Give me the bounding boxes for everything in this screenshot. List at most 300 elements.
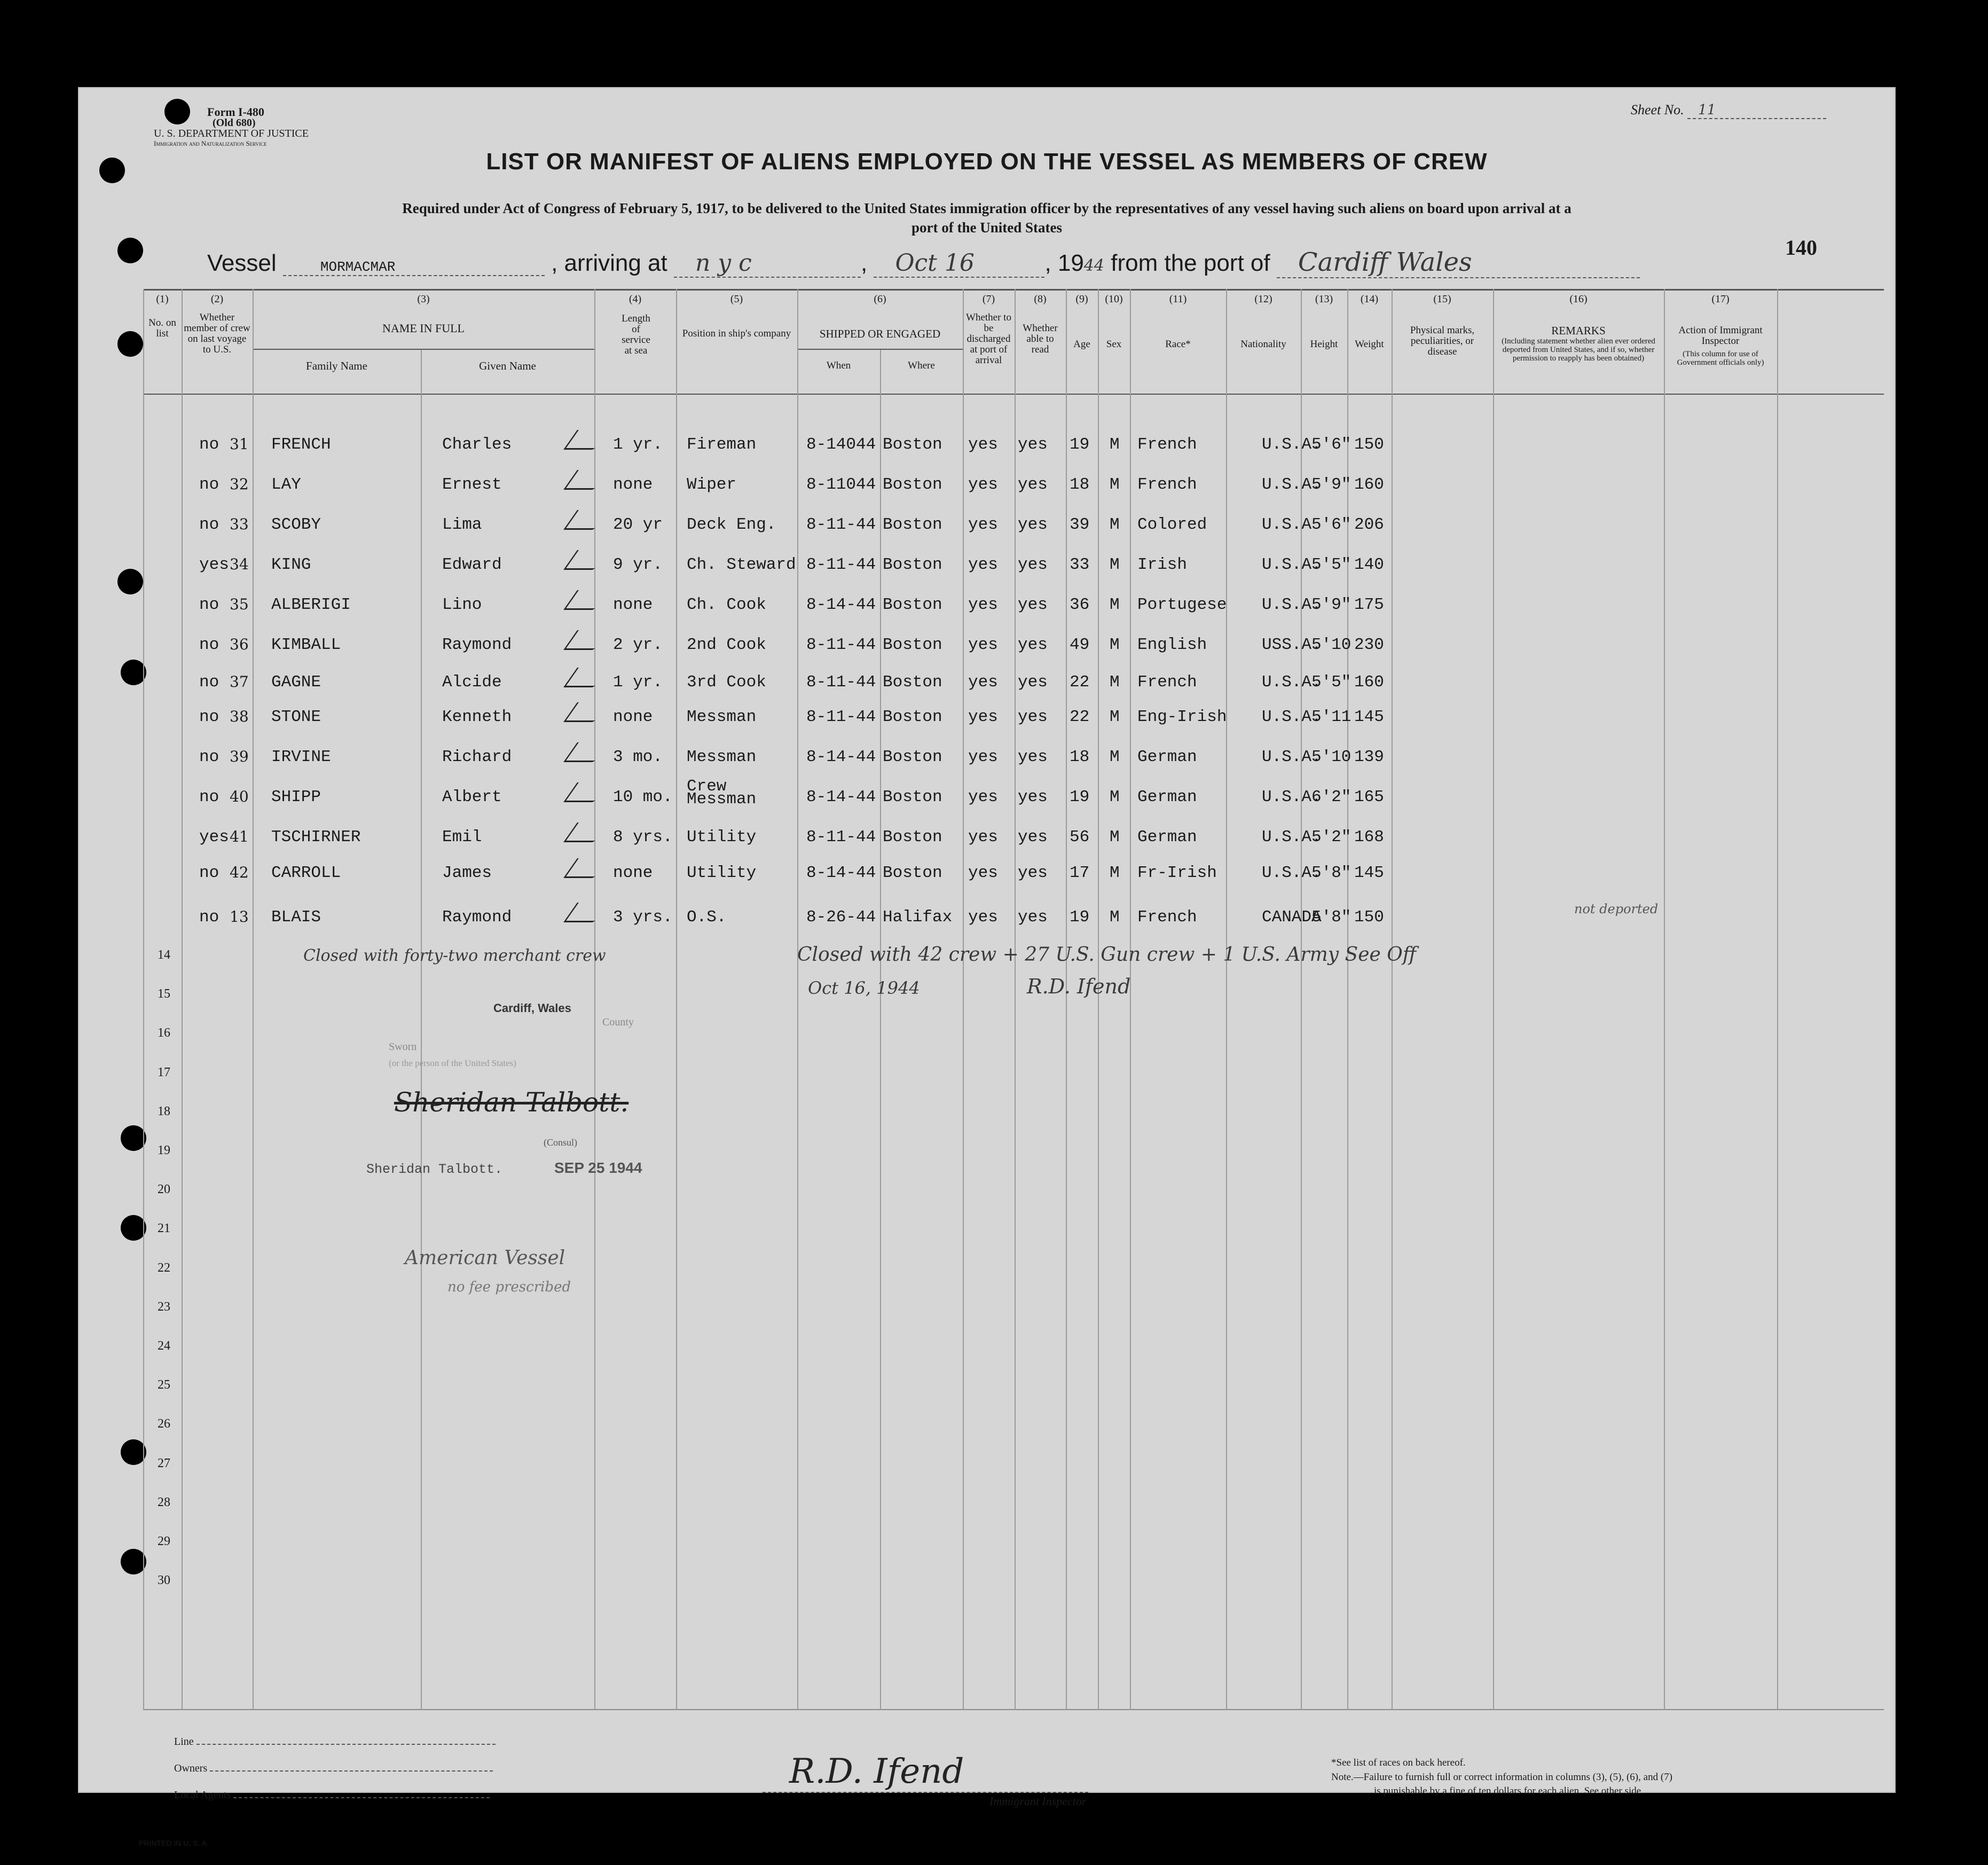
arriving-port: n y c bbox=[674, 249, 861, 278]
height-cell: 5'9" bbox=[1311, 475, 1351, 494]
col-num-15: (15) bbox=[1433, 293, 1451, 305]
form-old-number: (Old 680) bbox=[213, 117, 256, 129]
weight-cell: 160 bbox=[1354, 673, 1384, 692]
line-number: 19 bbox=[158, 1143, 170, 1157]
service-cell: none bbox=[613, 595, 653, 614]
line-number: 20 bbox=[158, 1182, 170, 1197]
read-cell: yes bbox=[1018, 475, 1048, 494]
line-field bbox=[197, 1744, 496, 1745]
sheet-label bbox=[1631, 102, 1826, 119]
vessel-label: Vessel bbox=[207, 250, 277, 276]
position-cell: Crew Messman bbox=[687, 777, 757, 809]
sex-cell: M bbox=[1110, 748, 1120, 766]
nationality-cell: U.S.A. bbox=[1262, 435, 1322, 454]
row-number: 41 bbox=[230, 828, 249, 845]
race-cell: French bbox=[1137, 435, 1197, 454]
owners-field bbox=[210, 1770, 493, 1772]
shipped-when-cell: 8-14-44 bbox=[806, 788, 876, 806]
american-vessel-note: American Vessel bbox=[405, 1247, 565, 1269]
grid-line bbox=[1015, 289, 1016, 1710]
discharge-cell: yes bbox=[968, 595, 998, 614]
races-note: *See list of races on back hereof. bbox=[1331, 1757, 1466, 1768]
race-cell: Fr-Irish bbox=[1137, 864, 1217, 882]
discharge-cell: yes bbox=[968, 555, 998, 574]
family-name-cell: GAGNE bbox=[271, 673, 321, 692]
consul-date-stamp: SEP 25 1944 bbox=[554, 1159, 642, 1176]
row-number: 33 bbox=[230, 515, 249, 533]
read-cell: yes bbox=[1018, 595, 1048, 614]
row-number: 40 bbox=[230, 788, 249, 805]
col-head-last-voyage: Whether member of crew on last voyage to U.S. bbox=[184, 312, 250, 355]
height-cell: 5'8" bbox=[1311, 864, 1351, 882]
col-head-age: Age bbox=[1073, 339, 1090, 350]
weight-cell: 175 bbox=[1354, 595, 1384, 614]
given-name-cell: Ernest bbox=[442, 475, 502, 494]
height-cell: 5'10 bbox=[1311, 748, 1351, 766]
sex-cell: M bbox=[1110, 555, 1120, 574]
line-number: 26 bbox=[158, 1417, 170, 1431]
from-label: from the port of bbox=[1111, 250, 1270, 276]
race-cell: German bbox=[1137, 748, 1197, 766]
col-head-position: Position in ship's company bbox=[682, 328, 791, 339]
department: U. S. DEPARTMENT OF JUSTICE bbox=[154, 128, 309, 139]
grid-line bbox=[1392, 289, 1393, 1710]
discharge-cell: yes bbox=[968, 788, 998, 806]
col-num-12: (12) bbox=[1254, 293, 1272, 305]
age-cell: 49 bbox=[1070, 636, 1090, 654]
check-mark-icon bbox=[563, 430, 608, 450]
manifest-sheet bbox=[79, 88, 1895, 1847]
shipped-where-cell: Boston bbox=[883, 595, 942, 614]
check-mark-icon bbox=[563, 510, 608, 530]
given-name-cell: James bbox=[442, 864, 492, 882]
arrival-year: 44 bbox=[1083, 256, 1105, 275]
position-cell: Messman bbox=[687, 708, 757, 726]
height-cell: 5'5" bbox=[1311, 555, 1351, 574]
given-name-cell: Albert bbox=[442, 788, 502, 806]
service-cell: 3 mo. bbox=[613, 748, 663, 766]
race-cell: Eng-Irish bbox=[1137, 708, 1227, 726]
given-name-cell: Emil bbox=[442, 828, 482, 847]
last-voyage-cell: no bbox=[199, 748, 219, 766]
col-head-remarks: REMARKS bbox=[1551, 324, 1606, 337]
col-head-shipped: SHIPPED OR ENGAGED bbox=[819, 327, 941, 340]
sex-cell: M bbox=[1110, 515, 1120, 534]
shipped-when-cell: 8-26-44 bbox=[806, 908, 876, 927]
race-cell: Portugese bbox=[1137, 595, 1227, 614]
table-header-rule bbox=[143, 394, 1884, 395]
discharge-cell: yes bbox=[968, 435, 998, 454]
shipped-when-cell: 8-11-44 bbox=[806, 636, 876, 654]
closing-note-1: Closed with forty-two merchant crew bbox=[303, 946, 606, 965]
weight-cell: 150 bbox=[1354, 908, 1384, 927]
vessel-line: Vessel MORMACMAR , arriving at n y c , Oct 16 , 1944 from the port of Cardiff Wales bbox=[207, 247, 1640, 278]
weight-cell: 140 bbox=[1354, 555, 1384, 574]
line-number: 27 bbox=[158, 1456, 170, 1470]
shipped-when-cell: 8-11044 bbox=[806, 475, 876, 494]
punch-hole bbox=[121, 1439, 146, 1465]
col-head-race: Race* bbox=[1165, 339, 1191, 350]
col-num-13: (13) bbox=[1315, 293, 1333, 305]
line-label: Line bbox=[174, 1736, 194, 1748]
nationality-cell: U.S.A. bbox=[1262, 475, 1322, 494]
shipped-where-cell: Boston bbox=[883, 864, 942, 882]
fine-note-2: is punishable by a fine of ten dollars for each alien. See other side. bbox=[1374, 1785, 1644, 1797]
position-cell: 2nd Cook bbox=[687, 636, 766, 654]
col-head-where: Where bbox=[908, 360, 935, 371]
family-name-cell: TSCHIRNER bbox=[271, 828, 361, 847]
given-name-cell: Lino bbox=[442, 595, 482, 614]
fine-note-1: Note.—Failure to furnish full or correct information in columns (3), (5), (6), and (7) bbox=[1331, 1772, 1672, 1783]
grid-line bbox=[594, 289, 595, 1710]
line-number: 14 bbox=[158, 948, 170, 962]
last-voyage-cell: no bbox=[199, 708, 219, 726]
line-number: 23 bbox=[158, 1299, 170, 1314]
last-voyage-cell: no bbox=[199, 864, 219, 882]
col-num-4: (4) bbox=[628, 293, 642, 305]
given-name-cell: Raymond bbox=[442, 636, 512, 654]
row-number: 39 bbox=[230, 748, 249, 765]
col-head-height: Height bbox=[1310, 339, 1338, 350]
line-number: 30 bbox=[158, 1573, 170, 1588]
sheet-label-text: Sheet No. bbox=[1631, 102, 1684, 117]
shipped-when-cell: 8-14-44 bbox=[806, 864, 876, 882]
age-cell: 18 bbox=[1070, 475, 1090, 494]
col-num-2: (2) bbox=[210, 293, 224, 305]
height-cell: 5'10 bbox=[1311, 636, 1351, 654]
check-mark-icon bbox=[563, 550, 608, 570]
family-name-cell: KIMBALL bbox=[271, 636, 341, 654]
col-num-16: (16) bbox=[1569, 293, 1588, 305]
read-cell: yes bbox=[1018, 908, 1048, 927]
race-cell: German bbox=[1137, 788, 1197, 806]
punch-hole bbox=[121, 1215, 146, 1241]
discharge-cell: yes bbox=[968, 908, 998, 927]
race-cell: German bbox=[1137, 828, 1197, 847]
line-number: 25 bbox=[158, 1378, 170, 1392]
arrival-date: Oct 16 bbox=[874, 249, 1044, 278]
service-cell: none bbox=[613, 475, 653, 494]
line-number: 22 bbox=[158, 1260, 170, 1275]
col-num-11: (11) bbox=[1169, 293, 1187, 305]
given-name-cell: Raymond bbox=[442, 908, 512, 927]
check-mark-icon bbox=[563, 702, 608, 722]
col-num-17: (17) bbox=[1711, 293, 1730, 305]
last-voyage-cell: no bbox=[199, 595, 219, 614]
service-cell: none bbox=[613, 864, 653, 882]
sex-cell: M bbox=[1110, 708, 1120, 726]
age-cell: 36 bbox=[1070, 595, 1090, 614]
col-head-action-note: (This column for use of Government officials only) bbox=[1677, 350, 1764, 367]
row-number: 38 bbox=[230, 708, 249, 725]
check-mark-icon bbox=[563, 903, 608, 922]
weight-cell: 139 bbox=[1354, 748, 1384, 766]
year-prefix: , 19 bbox=[1044, 250, 1084, 276]
shipped-when-cell: 8-14-44 bbox=[806, 748, 876, 766]
arriving-label: , arriving at bbox=[551, 250, 667, 276]
footer-agents-label bbox=[174, 1789, 490, 1801]
grid-line bbox=[1493, 289, 1494, 1710]
family-name-cell: ALBERIGI bbox=[271, 595, 351, 614]
grid-line bbox=[880, 350, 881, 1710]
row-number: 32 bbox=[230, 475, 249, 493]
position-cell: Ch. Cook bbox=[687, 595, 766, 614]
inspector-label: Immigrant Inspector bbox=[989, 1795, 1087, 1808]
height-cell: 5'9" bbox=[1311, 595, 1351, 614]
weight-cell: 150 bbox=[1354, 435, 1384, 454]
sex-cell: M bbox=[1110, 673, 1120, 692]
vessel-name: MORMACMAR bbox=[283, 259, 545, 276]
service-cell: 1 yr. bbox=[613, 435, 663, 454]
col-head-sex: Sex bbox=[1106, 339, 1122, 350]
consul-title: (Consul) bbox=[544, 1137, 577, 1148]
shipped-when-cell: 8-14-44 bbox=[806, 595, 876, 614]
col-head-given: Given Name bbox=[479, 359, 536, 372]
grid-line bbox=[182, 289, 183, 1710]
punch-hole bbox=[121, 1549, 146, 1574]
col-head-action: Action of Immigrant Inspector bbox=[1678, 325, 1763, 347]
row-number: 37 bbox=[230, 673, 249, 691]
owners-label: Owners bbox=[174, 1762, 208, 1774]
nationality-cell: U.S.A bbox=[1262, 515, 1312, 534]
height-cell: 5'8" bbox=[1311, 908, 1351, 927]
nationality-cell: U.S.A. bbox=[1262, 595, 1322, 614]
col-num-6: (6) bbox=[874, 293, 886, 305]
last-voyage-cell: no bbox=[199, 636, 219, 654]
read-cell: yes bbox=[1018, 515, 1048, 534]
age-cell: 33 bbox=[1070, 555, 1090, 574]
punch-hole bbox=[117, 238, 143, 263]
agents-field bbox=[233, 1797, 490, 1798]
col-head-when: When bbox=[826, 360, 851, 371]
last-voyage-cell: no bbox=[199, 908, 219, 927]
inspector-signature: R.D. Ifend bbox=[789, 1752, 964, 1791]
given-name-cell: Edward bbox=[442, 555, 502, 574]
closing-date: Oct 16, 1944 bbox=[808, 978, 920, 998]
col-head-discharge: Whether to be discharged at port of arrival bbox=[966, 312, 1011, 366]
closing-signature: R.D. Ifend bbox=[1027, 975, 1131, 998]
position-cell: 3rd Cook bbox=[687, 673, 766, 692]
family-name-cell: BLAIS bbox=[271, 908, 321, 927]
agents-label: Local Agents bbox=[174, 1789, 231, 1801]
position-cell: Ch. Steward bbox=[687, 555, 796, 574]
grid-line bbox=[1066, 289, 1067, 1710]
shipped-where-cell: Boston bbox=[883, 636, 942, 654]
footer-line-label bbox=[174, 1736, 496, 1748]
height-cell: 5'6" bbox=[1311, 435, 1351, 454]
family-name-cell: SHIPP bbox=[271, 788, 321, 806]
discharge-cell: yes bbox=[968, 475, 998, 494]
age-cell: 19 bbox=[1070, 908, 1090, 927]
consul-signature: Sheridan Talbott. bbox=[394, 1087, 629, 1118]
line-number: 16 bbox=[158, 1026, 170, 1040]
race-cell: French bbox=[1137, 475, 1197, 494]
last-voyage-cell: yes bbox=[199, 555, 229, 574]
read-cell: yes bbox=[1018, 828, 1048, 847]
weight-cell: 206 bbox=[1354, 515, 1384, 534]
shipped-where-cell: Boston bbox=[883, 475, 942, 494]
punch-hole bbox=[117, 331, 143, 357]
shipped-where-cell: Boston bbox=[883, 673, 942, 692]
grid-line bbox=[1347, 289, 1348, 1710]
col-head-weight: Weight bbox=[1355, 339, 1384, 350]
given-name-cell: Alcide bbox=[442, 673, 502, 692]
col-num-7: (7) bbox=[982, 293, 995, 305]
last-voyage-cell: no bbox=[199, 673, 219, 692]
check-mark-icon bbox=[563, 470, 608, 490]
check-mark-icon bbox=[563, 858, 608, 878]
discharge-cell: yes bbox=[968, 828, 998, 847]
page-title: LIST OR MANIFEST OF ALIENS EMPLOYED ON THE VESSEL AS MEMBERS OF CREW bbox=[486, 148, 1488, 175]
height-cell: 6'2" bbox=[1311, 788, 1351, 806]
shipped-where-cell: Boston bbox=[883, 435, 942, 454]
shipped-where-cell: Boston bbox=[883, 788, 942, 806]
consul-before: (or the person of the United States) bbox=[389, 1058, 516, 1068]
inspector-line bbox=[763, 1792, 1088, 1793]
family-name-cell: IRVINE bbox=[271, 748, 331, 766]
row-number: 13 bbox=[230, 908, 249, 926]
position-cell: Messman bbox=[687, 748, 757, 766]
service-cell: 2 yr. bbox=[613, 636, 663, 654]
weight-cell: 230 bbox=[1354, 636, 1384, 654]
given-name-cell: Kenneth bbox=[442, 708, 512, 726]
line-number: 24 bbox=[158, 1339, 170, 1353]
no-fee-note: no fee prescribed bbox=[447, 1279, 571, 1295]
row-number: 34 bbox=[230, 555, 249, 573]
nationality-cell: U.S.A. bbox=[1262, 673, 1322, 692]
family-name-cell: CARROLL bbox=[271, 864, 341, 882]
read-cell: yes bbox=[1018, 788, 1048, 806]
check-mark-icon bbox=[563, 668, 608, 687]
discharge-cell: yes bbox=[968, 636, 998, 654]
race-cell: English bbox=[1137, 636, 1207, 654]
col-head-read: Whether able to read bbox=[1023, 323, 1058, 355]
weight-cell: 145 bbox=[1354, 864, 1384, 882]
discharge-cell: yes bbox=[968, 748, 998, 766]
col-num-1: (1) bbox=[156, 293, 169, 305]
age-cell: 39 bbox=[1070, 515, 1090, 534]
row-number: 36 bbox=[230, 636, 249, 653]
col-head-remarks-note: (Including statement whether alien ever ordered deported from United States, and if so, whether permission to reapply has been obtained) bbox=[1502, 337, 1655, 363]
col-head-name: NAME IN FULL bbox=[382, 322, 465, 335]
grid-line bbox=[1226, 289, 1227, 1710]
discharge-cell: yes bbox=[968, 864, 998, 882]
service-cell: 10 mo. bbox=[613, 788, 673, 806]
nationality-cell: U.S.A. bbox=[1262, 748, 1322, 766]
shipped-when-cell: 8-11-44 bbox=[806, 708, 876, 726]
height-cell: 5'6" bbox=[1311, 515, 1351, 534]
nationality-cell: U.S.A. bbox=[1262, 828, 1322, 847]
shipped-where-cell: Boston bbox=[883, 748, 942, 766]
col-head-no: No. on list bbox=[148, 317, 176, 339]
grid-line bbox=[1301, 289, 1302, 1710]
closing-note-2: Closed with 42 crew + 27 U.S. Gun crew + 1 U.S. Army See Off bbox=[797, 944, 1417, 966]
consul-name: Sheridan Talbott. bbox=[366, 1162, 503, 1177]
service-cell: 8 yrs. bbox=[613, 828, 673, 847]
col-num-3: (3) bbox=[417, 293, 430, 305]
grid-line bbox=[1777, 289, 1778, 1710]
weight-cell: 168 bbox=[1354, 828, 1384, 847]
shipped-where-cell: Halifax bbox=[883, 908, 953, 927]
family-name-cell: KING bbox=[271, 555, 311, 574]
service-cell: none bbox=[613, 708, 653, 726]
row-number: 31 bbox=[230, 435, 249, 453]
col-num-8: (8) bbox=[1034, 293, 1047, 305]
height-cell: 5'2" bbox=[1311, 828, 1351, 847]
last-voyage-cell: no bbox=[199, 515, 219, 534]
col-head-nationality: Nationality bbox=[1240, 339, 1286, 350]
consul-county: County bbox=[602, 1016, 634, 1028]
family-name-cell: SCOBY bbox=[271, 515, 321, 534]
discharge-cell: yes bbox=[968, 673, 998, 692]
col-num-14: (14) bbox=[1360, 293, 1379, 305]
weight-cell: 160 bbox=[1354, 475, 1384, 494]
line-number: 15 bbox=[158, 987, 170, 1001]
shipped-when-cell: 8-11-44 bbox=[806, 673, 876, 692]
family-name-cell: LAY bbox=[271, 475, 301, 494]
col-head-family: Family Name bbox=[306, 359, 367, 372]
row-number: 42 bbox=[230, 864, 249, 881]
grid-line bbox=[797, 289, 798, 1710]
weight-cell: 145 bbox=[1354, 708, 1384, 726]
service-cell: 3 yrs. bbox=[613, 908, 673, 927]
position-cell: Fireman bbox=[687, 435, 757, 454]
age-cell: 22 bbox=[1070, 708, 1090, 726]
line-number: 28 bbox=[158, 1495, 170, 1509]
age-cell: 56 bbox=[1070, 828, 1090, 847]
name-header-rule bbox=[253, 349, 594, 350]
read-cell: yes bbox=[1018, 748, 1048, 766]
sex-cell: M bbox=[1110, 475, 1120, 494]
consul-sworn: Sworn bbox=[389, 1041, 417, 1053]
discharge-cell: yes bbox=[968, 515, 998, 534]
grid-line bbox=[1098, 289, 1099, 1710]
form-number: Form I-480 bbox=[207, 105, 264, 119]
read-cell: yes bbox=[1018, 673, 1048, 692]
check-mark-icon bbox=[563, 630, 608, 650]
read-cell: yes bbox=[1018, 708, 1048, 726]
height-cell: 5'11 bbox=[1311, 708, 1351, 726]
shipped-when-cell: 8-11-44 bbox=[806, 515, 876, 534]
family-name-cell: FRENCH bbox=[271, 435, 331, 454]
read-cell: yes bbox=[1018, 636, 1048, 654]
col-head-physical: Physical marks, peculiarities, or disease bbox=[1410, 325, 1475, 357]
grid-line bbox=[421, 350, 422, 1710]
line-number: 29 bbox=[158, 1534, 170, 1548]
sex-cell: M bbox=[1110, 595, 1120, 614]
last-voyage-cell: no bbox=[199, 435, 219, 454]
age-cell: 18 bbox=[1070, 748, 1090, 766]
footer-owners-label bbox=[174, 1762, 493, 1775]
nationality-cell: U.S.A. bbox=[1262, 708, 1322, 726]
nationality-cell: USS.A. bbox=[1262, 636, 1322, 654]
table-bottom-rule bbox=[143, 1709, 1884, 1710]
position-cell: Deck Eng. bbox=[687, 515, 776, 534]
table-top-rule bbox=[143, 289, 1884, 291]
race-cell: Irish bbox=[1137, 555, 1188, 574]
position-cell: Utility bbox=[687, 828, 757, 847]
grid-line bbox=[1664, 289, 1665, 1710]
position-cell: Wiper bbox=[687, 475, 737, 494]
from-port: Cardiff Wales bbox=[1277, 247, 1640, 278]
last-voyage-cell: no bbox=[199, 475, 219, 494]
shipped-where-cell: Boston bbox=[883, 828, 942, 847]
given-name-cell: Lima bbox=[442, 515, 482, 534]
shipped-where-cell: Boston bbox=[883, 515, 942, 534]
shipped-when-cell: 8-11-44 bbox=[806, 555, 876, 574]
col-num-5: (5) bbox=[730, 293, 743, 305]
grid-line bbox=[676, 289, 677, 1710]
